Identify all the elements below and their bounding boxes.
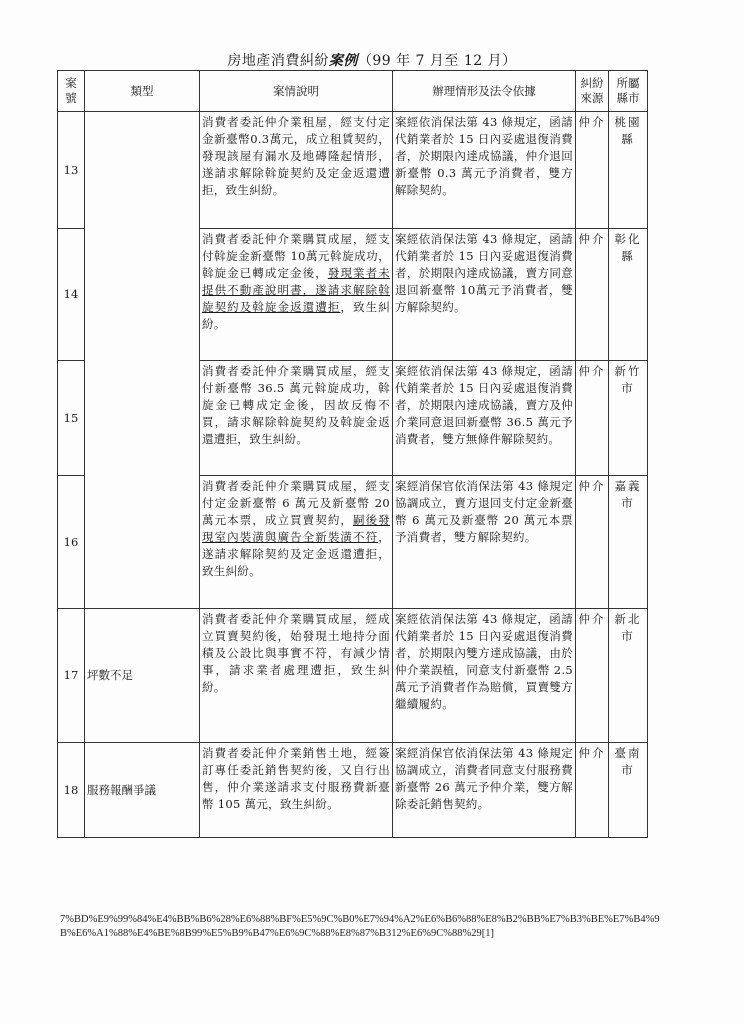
desc-text: ，遂請求解除契約及定金返還遭拒，致生糾紛。 [202, 530, 390, 578]
case-handling: 案經依消保法第 43 條規定，函請代銷業者於 15 日內妥處退復消費者，於期限內達成協議，賣方及仲介業同意退回新臺幣 36.5 萬元予消費者，雙方無條件解除契約。 [393, 361, 576, 476]
desc-text: 消費者委託仲介業購買成屋，經支付定金新臺幣 6 萬元及新臺幣 20 萬元本票，成立買賣契約， [202, 479, 390, 527]
case-table [57, 70, 648, 838]
case-description [200, 609, 393, 743]
case-source: 仲介 [576, 229, 609, 361]
table-row [58, 112, 648, 229]
desc-text: ，致生糾紛。 [202, 300, 390, 331]
desc-text: 消費者委託仲介業購買成屋，經支付新臺幣 36.5 萬元斡旋成功，斡旋金已轉成定金後，因故反悔不買，請求解除斡旋契約及斡旋金返還遭拒，致生糾紛。 [202, 364, 390, 446]
case-number: 15 [58, 361, 85, 476]
case-handling: 案經依消保法第 43 條規定，函請代銷業者於 15 日內妥處退復消費者，於期限內雙方達成協議，由於仲介業誤植，同意支付新臺幣 2.5 萬元予消費者作為賠償，買賣雙方繼續履約。 [393, 609, 576, 743]
case-city: 彰化縣 [609, 229, 648, 361]
desc-text: 消費者委託仲介業租屋，經支付定金新臺幣0.3萬元，成立租賃契約，發現該屋有漏水及地磚隆起情形，遂請求解除斡旋契約及定金返還遭拒，致生糾紛。 [202, 115, 390, 197]
case-source: 仲介 [576, 743, 609, 838]
case-city: 桃園縣 [609, 112, 648, 229]
header-handling: 辦理情形及法令依據 [393, 71, 576, 112]
title-main: 房地產消費糾紛 [227, 53, 329, 69]
case-source: 仲介 [576, 476, 609, 609]
case-handling: 案經消保官依消保法第 43 條規定協調成立，消費者同意支付服務費新臺幣 26 萬元予仲介業，雙方解除委託銷售契約。 [393, 743, 576, 838]
desc-underlined-text: 發現業者未提供不動產說明書，遂請求解除斡旋契約及斡旋金返還遭拒 [202, 266, 391, 314]
table-row [58, 743, 648, 838]
header-case-no: 案號 [58, 71, 85, 112]
desc-text: 消費者委託仲介業銷售土地，經簽訂專任委託銷售契約後，又自行出售，仲介業遂請求支付服務費新臺幣 105 萬元，致生糾紛。 [202, 746, 390, 811]
desc-underlined-text: 嗣後發現室內裝潢與廣告全新裝潢不符 [202, 513, 390, 544]
table-row [58, 609, 648, 743]
case-type: 服務報酬爭議 [85, 743, 200, 838]
case-source: 仲介 [576, 112, 609, 229]
footer-filename-note: 7%BD%E9%99%84%E4%BB%B6%28%E6%88%BF%E5%9C%B0%E7%94%A2%E6%B6%88%E8%B2%BB%E7%B3%BE%E7%B4%9B%E6%A1%88%E4%BE%8B99%E5%B9%B47%E6%9C%88%E8%87%B312%E6%9C%88%29[1] [60, 914, 660, 939]
header-description: 案情說明 [200, 71, 393, 112]
table-header-row [58, 71, 648, 112]
header-source: 糾紛來源 [576, 71, 609, 112]
desc-text: 消費者委託仲介業購買成屋，經支付斡旋金新臺幣 10萬元斡旋成功，斡旋金已轉成定金後， [202, 232, 390, 280]
title-period: （99 年 7 月至 12 月） [357, 53, 517, 69]
header-city: 所屬縣市 [609, 71, 648, 112]
case-city: 新竹市 [609, 361, 648, 476]
case-source: 仲介 [576, 361, 609, 476]
case-description [200, 743, 393, 838]
case-type: 坪數不足 [85, 609, 200, 743]
case-description [200, 361, 393, 476]
case-source: 仲介 [576, 609, 609, 743]
case-number: 14 [58, 229, 85, 361]
case-handling: 案經依消保法第 43 條規定，函請代銷業者於 15 日內妥處退復消費者，於期限內達成協議，仲介退回新臺幣 0.3 萬元予消費者，雙方解除契約。 [393, 112, 576, 229]
case-city: 新北市 [609, 609, 648, 743]
case-description [200, 112, 393, 229]
case-description [200, 229, 393, 361]
title-emphasis: 案例 [328, 53, 358, 69]
case-handling: 案經依消保法第 43 條規定，函請代銷業者於 15 日內妥處退復消費者，於期限內達成協議，賣方同意退回新臺幣 10萬元予消費者，雙方解除契約。 [393, 229, 576, 361]
case-handling: 案經消保官依消保法第 43 條規定協調成立，賣方退回支付定金新臺幣 6 萬元及新臺幣 20 萬元本票予消費者，雙方解除契約。 [393, 476, 576, 609]
case-number: 17 [58, 609, 85, 743]
header-type: 類型 [85, 71, 200, 112]
case-number: 13 [58, 112, 85, 229]
case-description [200, 476, 393, 609]
document-title [0, 50, 744, 70]
case-number: 16 [58, 476, 85, 609]
desc-text: 消費者委託仲介業購買成屋，經成立買賣契約後，始發現土地持分面積及公設比與事實不符，有減少情事，請求業者處理遭拒，致生糾紛。 [202, 612, 390, 694]
case-city: 嘉義市 [609, 476, 648, 609]
case-number: 18 [58, 743, 85, 838]
case-city: 臺南市 [609, 743, 648, 838]
case-type [85, 112, 200, 609]
